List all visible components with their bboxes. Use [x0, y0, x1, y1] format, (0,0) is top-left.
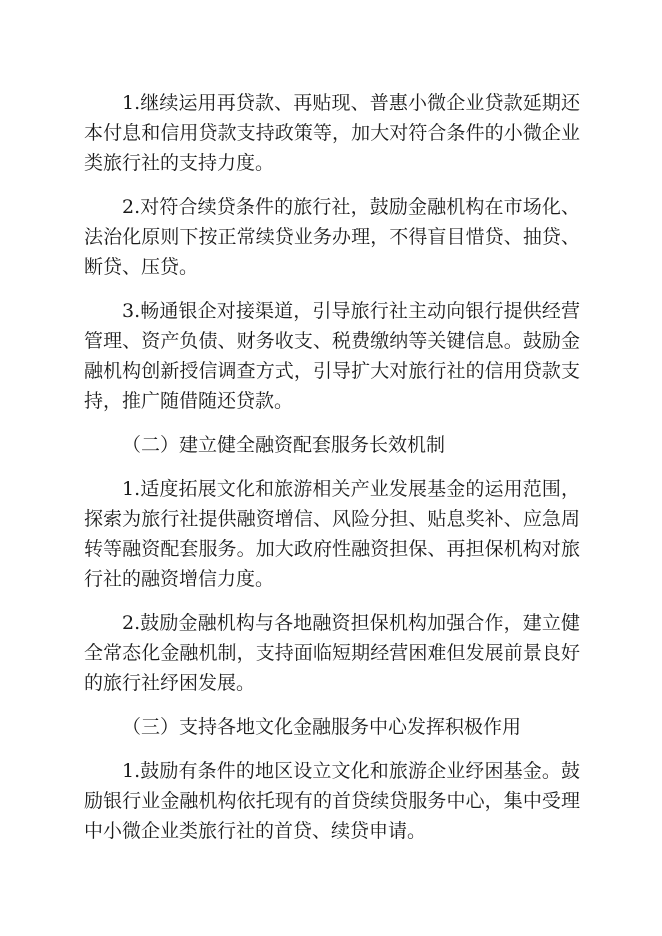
paragraph-3: 3.畅通银企对接渠道，引导旅行社主动向银行提供经营管理、资产负债、财务收支、税费缴纳等关键信息。鼓励金融机构创新授信调查方式，引导扩大对旅行社的信用贷款支持，推广随借随还贷款。: [84, 300, 580, 412]
paragraph-2: 2.对符合续贷条件的旅行社，鼓励金融机构在市场化、法治化原则下按正常续贷业务办理，不得盲目惜贷、抽贷、断贷、压贷。: [84, 196, 580, 278]
paragraph-1: 1.继续运用再贷款、再贴现、普惠小微企业贷款延期还本付息和信用贷款支持政策等，加大对符合条件的小微企业类旅行社的支持力度。: [84, 92, 580, 174]
section-heading-2: （二）建立健全融资配套服务长效机制: [122, 434, 446, 456]
paragraph-5: 2.鼓励金融机构与各地融资担保机构加强合作，建立健全常态化金融机制，支持面临短期经营困难但发展前景良好的旅行社纾困发展。: [84, 612, 580, 694]
document-body: [84, 88, 580, 860]
section-heading-3: （三）支持各地文化金融服务中心发挥积极作用: [122, 716, 522, 738]
paragraph-4: 1.适度拓展文化和旅游相关产业发展基金的运用范围，探索为旅行社提供融资增信、风险分担、贴息奖补、应急周转等融资配套服务。加大政府性融资担保、再担保机构对旅行社的融资增信力度。: [84, 478, 580, 590]
paragraph-6: 1.鼓励有条件的地区设立文化和旅游企业纾困基金。鼓励银行业金融机构依托现有的首贷续贷服务中心，集中受理中小微企业类旅行社的首贷、续贷申请。: [84, 760, 580, 842]
